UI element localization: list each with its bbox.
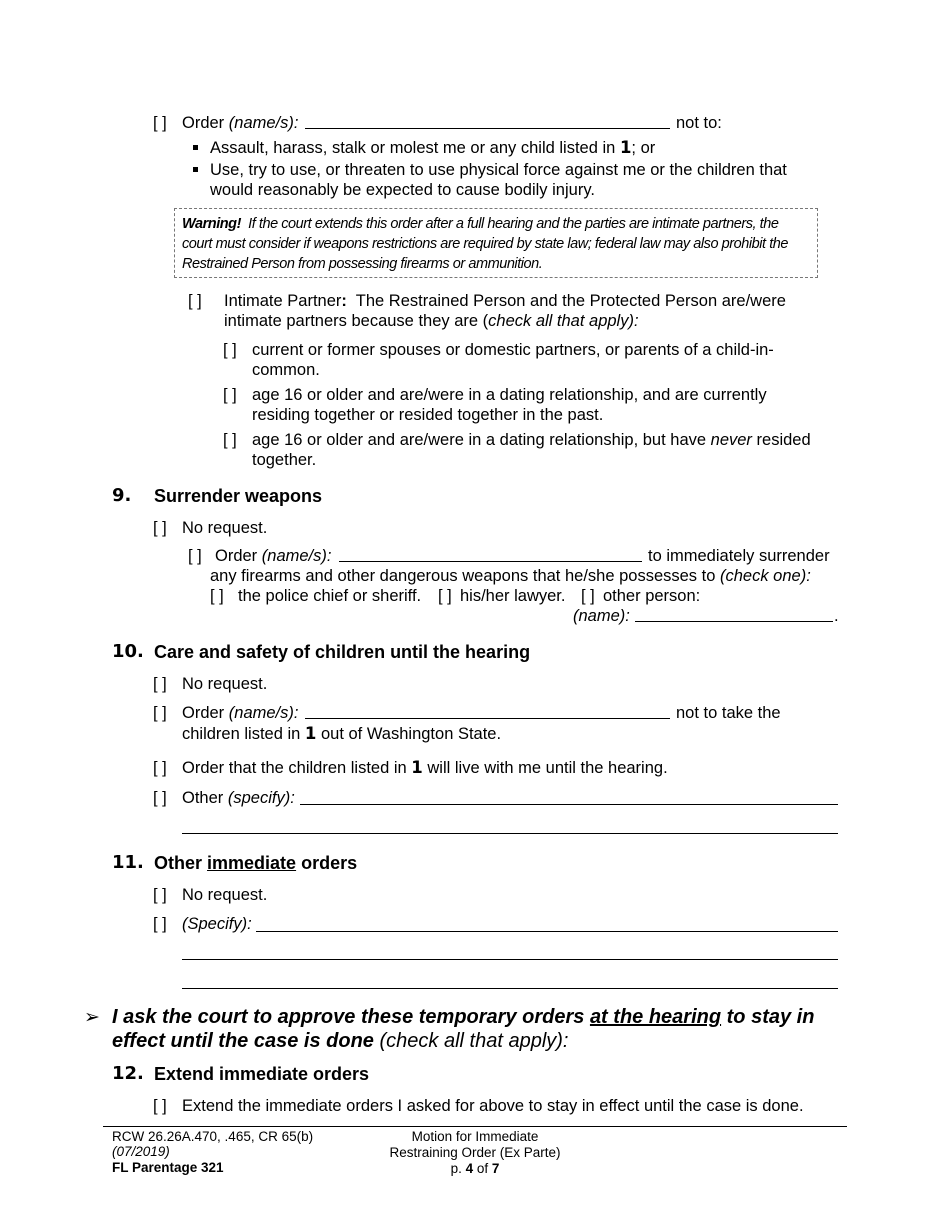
live-with-text: Order that the children listed in 1 will live with me until the hearing. <box>182 758 668 777</box>
checkbox[interactable]: [ ] <box>210 587 224 605</box>
order-label: Order (name/s): <box>182 704 299 722</box>
specify-input-line[interactable] <box>182 959 838 960</box>
children-text: children listed in 1 out of Washington State. <box>182 724 502 743</box>
checkbox[interactable]: [ ] <box>153 114 167 132</box>
no-request-text: No request. <box>182 886 268 904</box>
page-number: p. 4 of 7 <box>450 1161 500 1176</box>
section-title: Other immediate orders <box>154 853 358 873</box>
checkbox[interactable]: [ ] <box>223 386 237 404</box>
section-title: Care and safety of children until the hearing <box>154 642 531 662</box>
checkbox[interactable]: [ ] <box>153 759 167 777</box>
option-text: common. <box>252 361 320 379</box>
not-to-text: not to: <box>676 114 722 132</box>
checkbox[interactable]: [ ] <box>153 704 167 722</box>
period: . <box>834 607 839 625</box>
name-input-line[interactable] <box>635 621 833 622</box>
bullet-text: Use, try to use, or threaten to use physical force against me or the children that <box>210 161 787 179</box>
no-request-text: No request. <box>182 675 268 693</box>
order-label: Order (name/s): <box>182 114 299 132</box>
other-label: Other (specify): <box>182 789 295 807</box>
other-person-option: other person: <box>603 587 701 605</box>
no-request-text: No request. <box>182 519 268 537</box>
checkbox[interactable]: [ ] <box>223 431 237 449</box>
specify-input-line[interactable] <box>182 988 838 989</box>
section-number: 10. <box>112 641 144 662</box>
checkbox[interactable]: [ ] <box>153 519 167 537</box>
extend-text: Extend the immediate orders I asked for above to stay in effect until the case is done. <box>182 1097 804 1115</box>
name-input-line[interactable] <box>305 718 670 719</box>
option-text: age 16 or older and are/were in a dating relationship, and are currently <box>252 386 767 404</box>
lawyer-option: his/her lawyer. <box>460 587 566 605</box>
bullet-text: Assault, harass, stalk or molest me or any child listed in 1; or <box>210 138 656 157</box>
arrow-icon: ➢ <box>84 1007 100 1028</box>
checkbox[interactable]: [ ] <box>188 547 202 565</box>
checkbox[interactable]: [ ] <box>153 789 167 807</box>
section-title: Surrender weapons <box>154 486 323 506</box>
specify-input-line[interactable] <box>182 833 838 834</box>
checkbox[interactable]: [ ] <box>188 292 202 310</box>
police-option: the police chief or sheriff. <box>238 587 422 605</box>
hearing-request-text: effect until the case is done (check all that apply): <box>112 1030 569 1052</box>
bullet-text: would reasonably be expected to cause bodily injury. <box>210 181 595 199</box>
order-label: Order (name/s): <box>215 547 332 565</box>
surrender-text: any firearms and other dangerous weapons that he/she possesses to (check one): <box>210 567 811 585</box>
option-text: current or former spouses or domestic partners, or parents of a child-in- <box>252 341 774 359</box>
footer-divider <box>103 1126 847 1127</box>
footer-form-id: FL Parentage 321 <box>112 1160 224 1175</box>
checkbox[interactable]: [ ] <box>438 587 452 605</box>
section-number: 12. <box>112 1063 144 1084</box>
option-text: age 16 or older and are/were in a dating relationship, but have never resided <box>252 431 811 449</box>
bullet-icon <box>193 145 198 150</box>
checkbox[interactable]: [ ] <box>153 915 167 933</box>
footer-title: Motion for Immediate Restraining Order (Ex Parte) p. 4 of 7 <box>375 1129 575 1177</box>
intimate-partner-text: intimate partners because they are (check all that apply): <box>224 312 639 330</box>
warning-text: Warning! If the court extends this order after a full hearing and the parties are intimate partners, the court must consider if weapons restrictions are required by state law; federal law may also prohibit the Restrained Person from possessing firearms or ammunition. <box>182 216 789 272</box>
surrender-text: to immediately surrender <box>648 547 830 565</box>
name-input-line[interactable] <box>339 561 642 562</box>
footer-date: (07/2019) <box>112 1144 170 1159</box>
checkbox[interactable]: [ ] <box>153 1097 167 1115</box>
intimate-partner-text: Intimate Partner: The Restrained Person and the Protected Person are/were <box>224 292 786 310</box>
checkbox[interactable]: [ ] <box>153 675 167 693</box>
checkbox[interactable]: [ ] <box>581 587 595 605</box>
checkbox[interactable]: [ ] <box>223 341 237 359</box>
section-number: 11. <box>112 852 144 873</box>
option-text: together. <box>252 451 317 469</box>
name-field-label: (name): <box>573 607 630 625</box>
option-text: residing together or resided together in the past. <box>252 406 604 424</box>
bullet-icon <box>193 167 198 172</box>
hearing-request-text: I ask the court to approve these temporary orders at the hearing to stay in <box>112 1006 815 1028</box>
section-number: 9. <box>112 485 132 506</box>
footer-rcw: RCW 26.26A.470, .465, CR 65(b) <box>112 1129 314 1144</box>
checkbox[interactable]: [ ] <box>153 886 167 904</box>
name-input-line[interactable] <box>305 128 670 129</box>
specify-label: (Specify): <box>182 915 252 933</box>
not-take-text: not to take the <box>676 704 781 722</box>
specify-input-line[interactable] <box>256 931 838 932</box>
section-title: Extend immediate orders <box>154 1064 370 1084</box>
specify-input-line[interactable] <box>300 804 838 805</box>
